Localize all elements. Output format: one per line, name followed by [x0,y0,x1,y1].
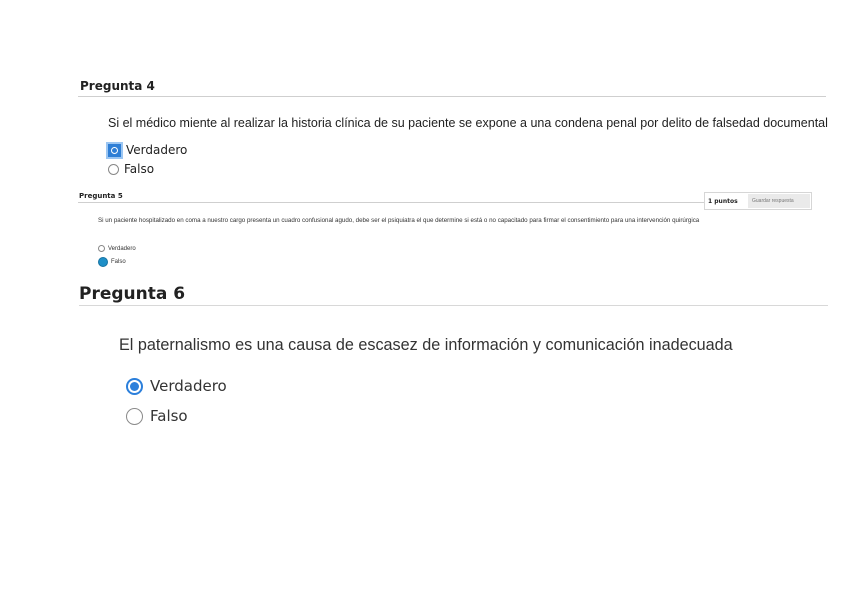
question-6-option-verdadero[interactable] [126,377,227,395]
question-5-points-panel [704,192,812,210]
question-4-option-falso[interactable] [108,162,154,176]
option-label: Falso [124,162,155,176]
radio-unselected-icon[interactable] [108,164,119,175]
radio-selected-icon[interactable] [126,378,143,395]
option-label: Verdadero [126,143,188,157]
question-4-title: Pregunta 4 [80,79,155,93]
question-4-text: Si el médico miente al realizar la historia clínica de su paciente se expone a una condena penal por delito de falsedad documental [108,116,828,130]
question-5-divider [78,202,704,203]
question-4-option-verdadero[interactable] [108,143,187,157]
question-6-option-falso[interactable] [126,407,188,425]
question-6-title: Pregunta 6 [79,284,186,304]
question-6-divider [79,305,828,306]
option-label: Falso [111,259,126,265]
points-label: 1 puntos [708,197,738,205]
option-label: Verdadero [108,245,136,252]
question-4-divider [78,96,826,97]
option-label: Verdadero [150,377,227,395]
radio-selected-icon[interactable] [98,257,108,267]
radio-unselected-icon[interactable] [98,245,105,252]
question-6-text: El paternalismo es una causa de escasez de información y comunicación inadecuada [119,336,733,354]
option-label: Falso [150,407,188,425]
question-5-title: Pregunta 5 [79,192,123,200]
radio-unselected-icon[interactable] [126,408,143,425]
question-5-option-falso[interactable] [98,257,126,267]
question-5-option-verdadero[interactable] [98,245,136,252]
save-answer-button[interactable]: Guardar respuesta [748,194,810,208]
radio-selected-icon[interactable] [108,144,121,157]
question-5-text: Si un paciente hospitalizado en coma a nuestro cargo presenta un cuadro confusional agudo, debe ser el psiquiatra el que determine si está o no capacitado para firmar el consentimiento para una intervención quirúrgica [98,217,700,224]
